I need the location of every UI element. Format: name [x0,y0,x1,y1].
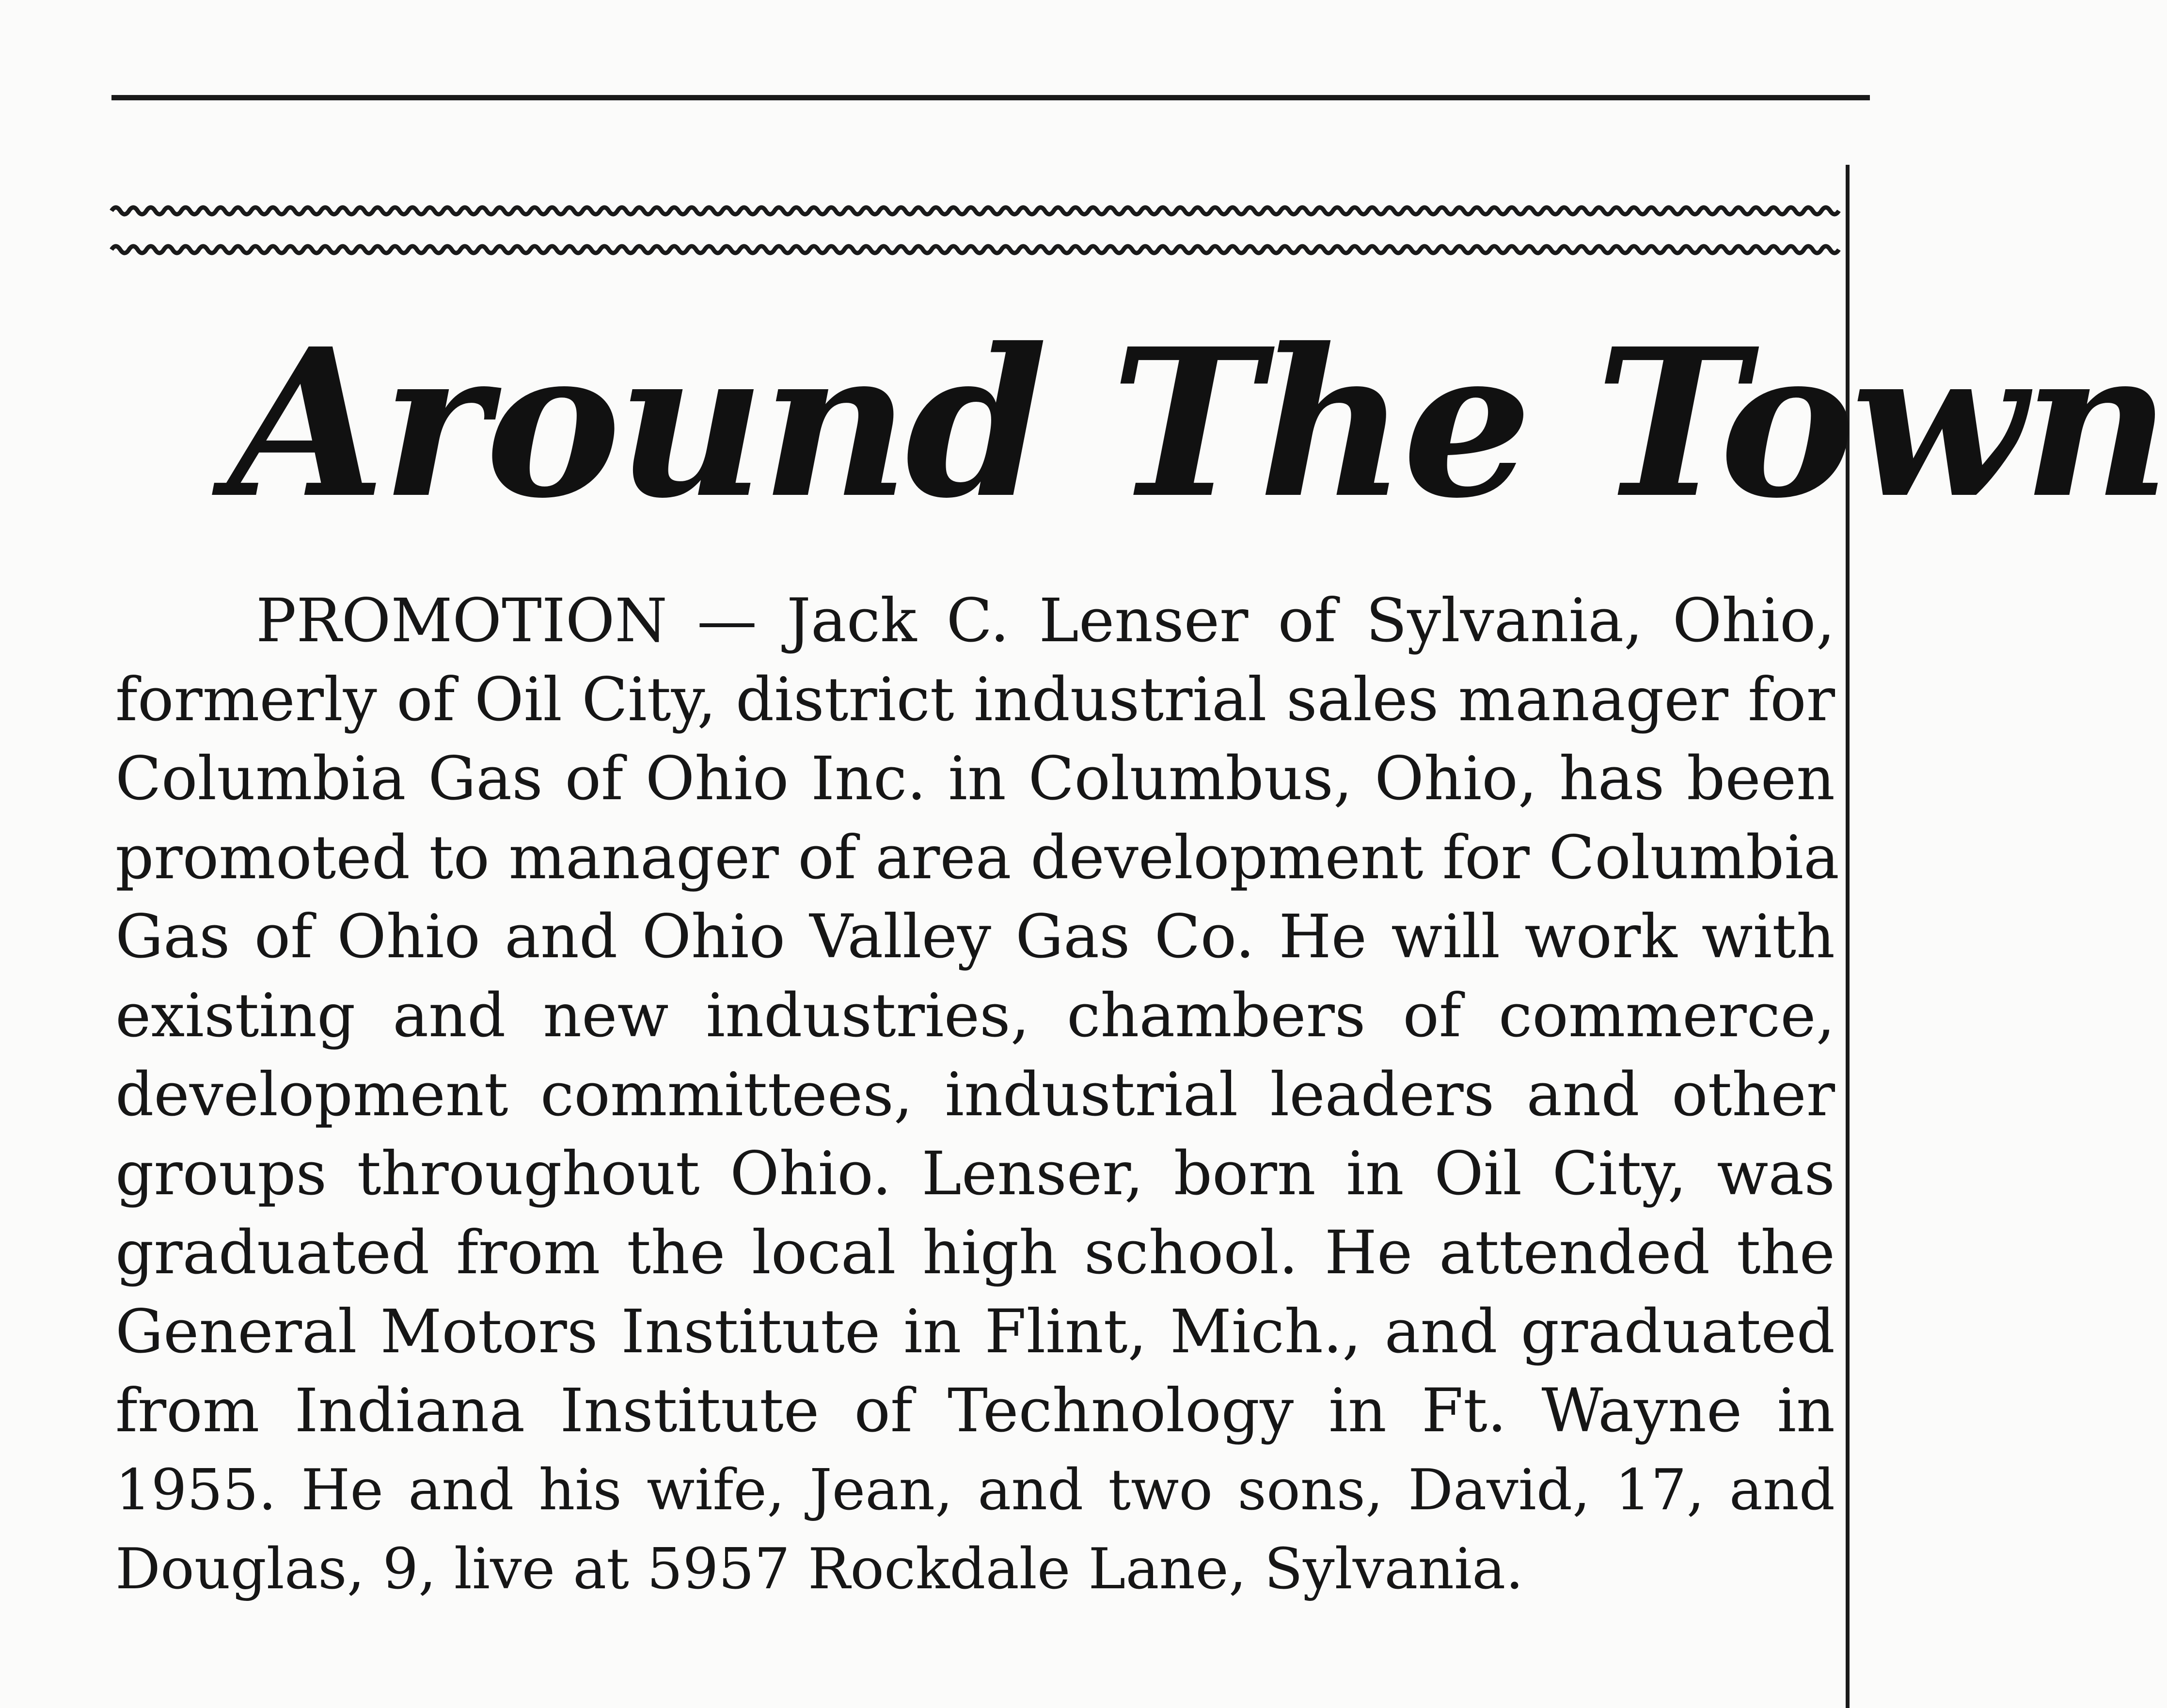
wavy-rule-top [111,201,1831,221]
article-line: Gas of Ohio and Ohio Valley Gas Co. He will work with [115,902,1835,972]
article-line: from Indiana Institute of Technology in Ft. Wayne in [115,1376,1835,1446]
top-rule [111,95,1870,100]
article-line: General Motors Institute in Flint, Mich., and graduated [115,1297,1835,1367]
article-line: development committees, industrial leaders and other [115,1060,1835,1130]
article-line: promoted to manager of area development for Columbia [115,823,1839,893]
article-line: PROMOTION — Jack C. Lenser of Sylvania, Ohio, [256,586,1835,656]
article-line: Columbia Gas of Ohio Inc. in Columbus, Ohio, has been [115,744,1835,814]
article-line: groups throughout Ohio. Lenser, born in Oil City, was [115,1139,1835,1209]
article-line: Douglas, 9, live at 5957 Rockdale Lane, Sylvania. [115,1536,1524,1602]
article-line: 1955. He and his wife, Jean, and two sons, David, 17, and [115,1457,1835,1523]
wavy-rule-bottom [111,240,1831,259]
article-kicker: PROMOTION [256,586,667,656]
article-line: existing and new industries, chambers of commerce, [115,981,1835,1051]
article-line: graduated from the local high school. He attended the [115,1218,1835,1288]
headline: Around The Town [228,304,2167,543]
article-body [115,582,1839,1609]
article-line: formerly of Oil City, district industrial sales manager for [115,665,1835,735]
